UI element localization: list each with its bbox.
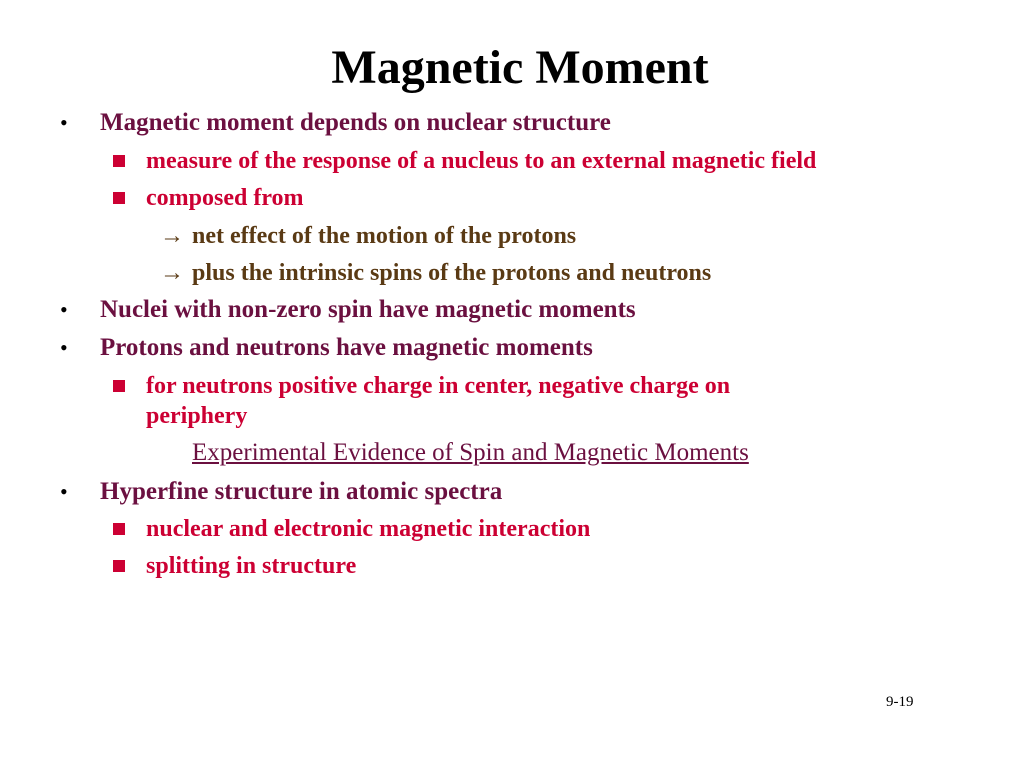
bullet-item-level2: composed from [146,185,304,211]
page-number: 9-19 [886,694,914,710]
slide-title: Magnetic Moment [331,41,709,94]
bullet-dot: • [60,297,68,322]
square-bullet-icon [113,560,125,572]
bullet-item-level2: nuclear and electronic magnetic interaction [146,516,591,542]
bullet-item-level1: Protons and neutrons have magnetic moments [100,334,593,361]
bullet-item-level3: plus the intrinsic spins of the protons and neutrons [192,260,712,286]
bullet-dot: • [60,110,68,135]
bullet-item-level1: Nuclei with non-zero spin have magnetic moments [100,296,636,323]
arrow-right-icon: → [160,260,184,286]
bullet-item-level2: measure of the response of a nucleus to an external magnetic field [146,148,817,174]
square-bullet-icon [113,380,125,392]
bullet-item-level1: Magnetic moment depends on nuclear structure [100,109,611,136]
experimental-evidence-link[interactable]: Experimental Evidence of Spin and Magnetic Moments [192,439,749,466]
arrow-right-icon: → [160,223,184,249]
bullet-item-level2: for neutrons positive charge in center, negative charge on [146,373,731,399]
bullet-dot: • [60,335,68,360]
square-bullet-icon [113,192,125,204]
square-bullet-icon [113,523,125,535]
bullet-item-level1: Hyperfine structure in atomic spectra [100,478,503,505]
bullet-item-level2-continuation: periphery [146,403,248,429]
bullet-item-level2: splitting in structure [146,553,357,579]
square-bullet-icon [113,155,125,167]
bullet-item-level3: net effect of the motion of the protons [192,223,577,249]
bullet-dot: • [60,479,68,504]
